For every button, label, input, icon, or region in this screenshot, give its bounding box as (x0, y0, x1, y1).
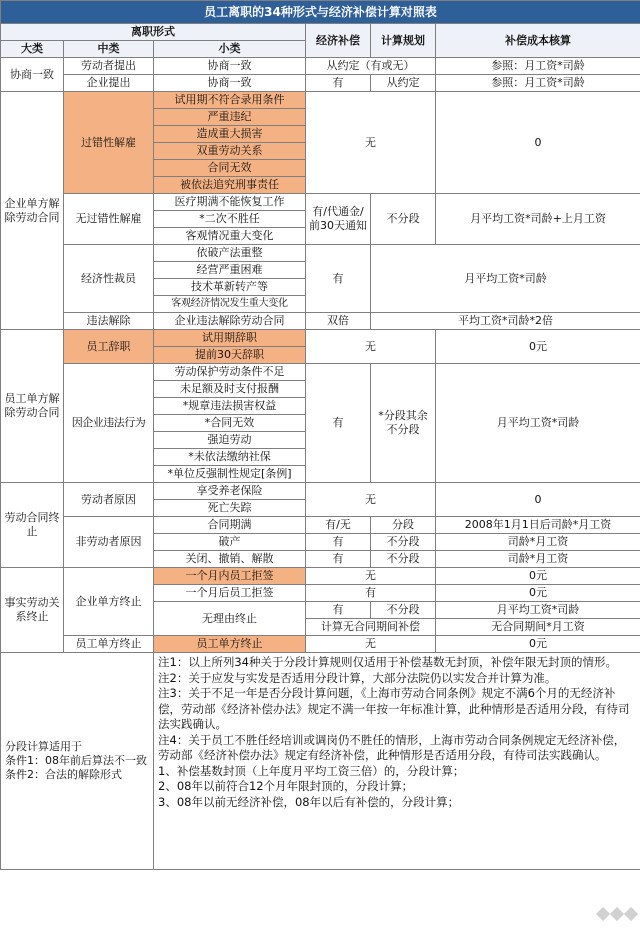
cost-cell: 平均工资*司龄*2倍 (371, 313, 640, 330)
comp-rule-cell: 计算无合同期间补偿 (306, 619, 436, 636)
cost-cell: 参照：月工资*司龄 (436, 58, 640, 75)
minor-cell: 经营严重困难 (154, 262, 306, 279)
comp-cell: 有 (306, 602, 371, 619)
minor-cell: *规章违法损害权益 (154, 398, 306, 415)
comp-cell: 有/无 (306, 517, 371, 534)
category-employer: 企业单方解除劳动合同 (1, 92, 64, 330)
rule-cell: 不分段 (371, 534, 436, 551)
minor-cell: 双重劳动关系 (154, 143, 306, 160)
comp-cell: 无 (306, 568, 436, 585)
note-left-line: 分段计算适用于 (5, 740, 82, 753)
rule-cell: 不分段 (371, 194, 436, 245)
minor-cell: 关闭、撤销、解散 (154, 551, 306, 568)
mid-cell: 非劳动者原因 (64, 517, 154, 568)
header-form: 离职形式 (1, 24, 306, 41)
minor-cell: 员工单方终止 (154, 636, 306, 653)
mid-cell: 因企业违法行为 (64, 364, 154, 483)
cost-cell: 司龄*月工资 (436, 551, 640, 568)
minor-cell: 未足额及时支付报酬 (154, 381, 306, 398)
comp-cell: 有 (306, 364, 371, 483)
cost-cell: 月平均工资*司龄 (436, 364, 640, 483)
minor-cell: 死亡失踪 (154, 500, 306, 517)
category-consult: 协商一致 (1, 58, 64, 92)
cost-cell: 参照：月工资*司龄 (436, 75, 640, 92)
minor-cell: 客观经济情况发生重大变化 (154, 296, 306, 313)
watermark-logo (598, 909, 636, 919)
note-left-line: 条件2：合法的解除形式 (5, 768, 122, 781)
minor-cell: 一个月内员工拒签 (154, 568, 306, 585)
header-cost: 补偿成本核算 (436, 24, 640, 58)
minor-cell: *单位反强制性规定[条例] (154, 466, 306, 483)
note-line: 2、08年以前符合12个月年限封顶的，分段计算； (158, 779, 414, 793)
minor-cell: 享受养老保险 (154, 483, 306, 500)
comp-cell: 无 (306, 92, 436, 194)
cost-cell: 司龄*月工资 (436, 534, 640, 551)
minor-cell: 技术革新转产等 (154, 279, 306, 296)
cost-cell: 0 (436, 483, 640, 517)
minor-cell: 一个月后员工拒签 (154, 585, 306, 602)
rule-cell: 不分段 (371, 602, 436, 619)
rule-cell: 分段 (371, 517, 436, 534)
comp-cell: 无 (306, 330, 436, 364)
minor-cell: 客观情况重大变化 (154, 228, 306, 245)
minor-cell: 协商一致 (154, 58, 306, 75)
notes-left (1, 653, 154, 870)
minor-cell: 合同期满 (154, 517, 306, 534)
comp-cell: 有 (306, 585, 436, 602)
minor-cell: 提前30天辞职 (154, 347, 306, 364)
cost-cell: 0元 (436, 330, 640, 364)
cost-cell: 月平均工资*司龄+上月工资 (436, 194, 640, 245)
cost-cell: 0 (436, 92, 640, 194)
minor-cell: 合同无效 (154, 160, 306, 177)
cost-cell: 无合同期间*月工资 (436, 619, 640, 636)
comp-cell: 双倍 (306, 313, 371, 330)
note-line: 注2：关于应发与实发是否适用分段计算，大部分法院仍以实发合并计算为准。 (158, 670, 557, 685)
mid-cell: 劳动者原因 (64, 483, 154, 517)
minor-cell: 协商一致 (154, 75, 306, 92)
category-defacto: 事实劳动关系终止 (1, 568, 64, 653)
minor-cell: 强迫劳动 (154, 432, 306, 449)
mid-cell: 经济性裁员 (64, 245, 154, 313)
minor-cell: 医疗期满不能恢复工作 (154, 194, 306, 211)
minor-cell: *未依法缴纳社保 (154, 449, 306, 466)
header-major: 大类 (1, 41, 64, 58)
mid-cell: 过错性解雇 (64, 92, 154, 194)
comp-rule-cell: 从约定（有或无） (306, 58, 436, 75)
notes (154, 653, 640, 870)
table-title: 员工离职的34种形式与经济补偿计算对照表 (1, 1, 640, 24)
rule-cell: 不分段 (371, 551, 436, 568)
minor-cell: 无理由终止 (154, 602, 306, 636)
cost-cell: 0元 (436, 636, 640, 653)
rule-cell: *分段其余不分段 (371, 364, 436, 483)
minor-cell: 造成重大损害 (154, 126, 306, 143)
comp-cell: 有 (306, 551, 371, 568)
minor-cell: 试用期辞职 (154, 330, 306, 347)
note-line: 3、08年以前无经济补偿，08年以后有补偿的，分段计算； (158, 794, 460, 809)
header-calc-rule: 计算规划 (371, 24, 436, 58)
comp-cell: 有 (306, 245, 371, 313)
minor-cell: 严重违纪 (154, 109, 306, 126)
comp-cell: 无 (306, 636, 436, 653)
mid-cell: 企业提出 (64, 75, 154, 92)
mid-cell: 无过错性解雇 (64, 194, 154, 245)
cost-cell: 月平均工资*司龄 (436, 602, 640, 619)
mid-cell: 劳动者提出 (64, 58, 154, 75)
comp-cell: 有 (306, 75, 371, 92)
minor-cell: *二次不胜任 (154, 211, 306, 228)
minor-cell: 劳动保护劳动条件不足 (154, 364, 306, 381)
minor-cell: 企业违法解除劳动合同 (154, 313, 306, 330)
header-mid: 中类 (64, 41, 154, 58)
note-line: 注1：以上所列34种关于分段计算规则仅适用于补偿基数无封顶，补偿年限无封顶的情形。 (158, 655, 617, 669)
category-termination: 劳动合同终止 (1, 483, 64, 568)
note-left-line: 条件1：08年前后算法不一致 (5, 754, 147, 767)
comp-cell: 有/代通金/前30天通知 (306, 194, 371, 245)
note-line: 1、补偿基数封顶（上年度月平均工资三倍）的，分段计算； (158, 763, 465, 778)
minor-cell: 依破产法重整 (154, 245, 306, 262)
note-line: 注4：关于员工不胜任经培训或调岗仍不胜任的情形，上海市劳动合同条例规定无经济补偿，劳动部《经济补偿办法》规定有经济补偿，此种情形是否适用分段，有待司法实践确认。 (158, 732, 626, 762)
header-minor: 小类 (154, 41, 306, 58)
mid-cell: 企业单方终止 (64, 568, 154, 636)
comp-cell: 无 (306, 483, 436, 517)
mid-cell: 员工单方终止 (64, 636, 154, 653)
category-employee: 员工单方解除劳动合同 (1, 330, 64, 483)
cost-cell: 月平均工资*司龄 (371, 245, 640, 313)
cost-cell: 0元 (436, 568, 640, 585)
rule-cell: 从约定 (371, 75, 436, 92)
minor-cell: *合同无效 (154, 415, 306, 432)
minor-cell: 试用期不符合录用条件 (154, 92, 306, 109)
note-line: 注3：关于不足一年是否分段计算问题，《上海市劳动合同条例》规定不满6个月的无经济补偿，劳动部《经济补偿办法》规定不满一年按一年标准计算，此种情形是否适用分段，有待司法实践确认。 (158, 686, 630, 731)
minor-cell: 破产 (154, 534, 306, 551)
mid-cell: 员工辞职 (64, 330, 154, 364)
cost-cell: 0元 (436, 585, 640, 602)
header-compensation: 经济补偿 (306, 24, 371, 58)
mid-cell: 违法解除 (64, 313, 154, 330)
minor-cell: 被依法追究刑事责任 (154, 177, 306, 194)
comp-cell: 有 (306, 534, 371, 551)
cost-cell: 2008年1月1日后司龄*月工资 (436, 517, 640, 534)
